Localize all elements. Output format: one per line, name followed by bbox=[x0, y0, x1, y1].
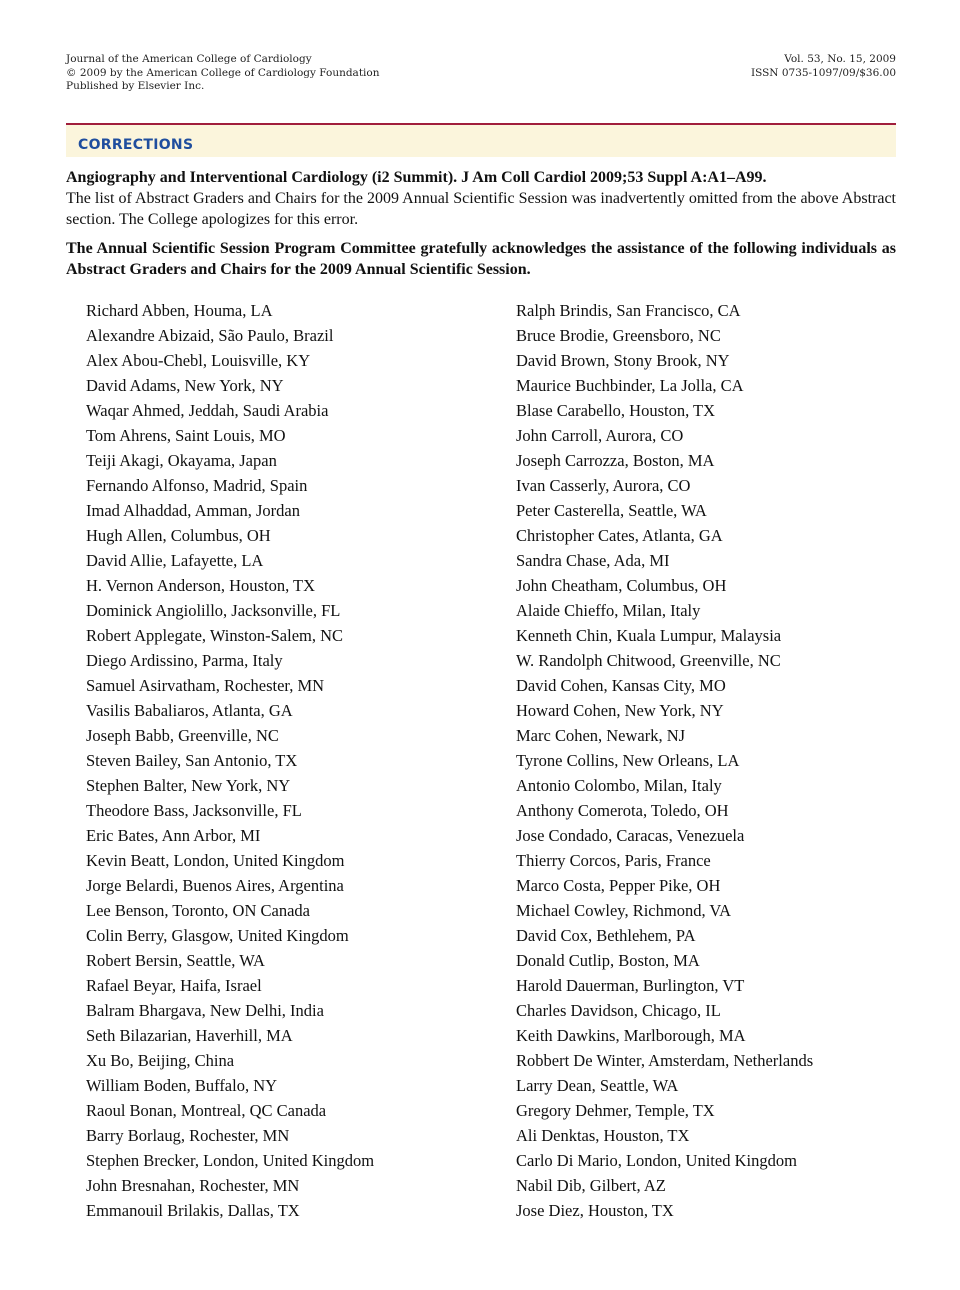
grader-entry: Lee Benson, Toronto, ON Canada bbox=[86, 901, 310, 920]
grader-entry: David Cox, Bethlehem, PA bbox=[516, 926, 696, 945]
issn-line: ISSN 0735-1097/09/$36.00 bbox=[750, 66, 896, 79]
grader-entry: Waqar Ahmed, Jeddah, Saudi Arabia bbox=[86, 401, 329, 420]
grader-entry: John Cheatham, Columbus, OH bbox=[516, 576, 727, 595]
grader-entry: Robert Applegate, Winston-Salem, NC bbox=[86, 626, 344, 645]
grader-entry: Seth Bilazarian, Haverhill, MA bbox=[86, 1026, 293, 1045]
grader-entry: Howard Cohen, New York, NY bbox=[516, 701, 724, 720]
grader-entry: Christopher Cates, Atlanta, GA bbox=[516, 526, 723, 545]
grader-entry: Ivan Casserly, Aurora, CO bbox=[516, 476, 691, 495]
grader-entry: Barry Borlaug, Rochester, MN bbox=[86, 1126, 290, 1145]
journal-name: Journal of the American College of Cardiology bbox=[66, 53, 312, 65]
grader-entry: Jose Diez, Houston, TX bbox=[516, 1201, 674, 1220]
grader-entry: Gregory Dehmer, Temple, TX bbox=[516, 1101, 715, 1120]
grader-entry: Harold Dauerman, Burlington, VT bbox=[516, 976, 745, 995]
grader-entry: Charles Davidson, Chicago, IL bbox=[516, 1001, 721, 1020]
grader-entry: Alexandre Abizaid, São Paulo, Brazil bbox=[86, 326, 334, 345]
grader-entry: Marco Costa, Pepper Pike, OH bbox=[516, 876, 721, 895]
grader-entry: John Bresnahan, Rochester, MN bbox=[86, 1176, 300, 1195]
grader-entry: Ralph Brindis, San Francisco, CA bbox=[516, 301, 741, 320]
grader-entry: Stephen Balter, New York, NY bbox=[86, 776, 291, 795]
grader-entry: Dominick Angiolillo, Jacksonville, FL bbox=[86, 601, 341, 620]
grader-entry: Alaide Chieffo, Milan, Italy bbox=[516, 601, 701, 620]
grader-entry: Vasilis Babaliaros, Atlanta, GA bbox=[86, 701, 293, 720]
journal-header bbox=[66, 53, 379, 94]
grader-entry: Hugh Allen, Columbus, OH bbox=[86, 526, 271, 545]
grader-entry: Maurice Buchbinder, La Jolla, CA bbox=[516, 376, 744, 395]
grader-entry: Fernando Alfonso, Madrid, Spain bbox=[86, 476, 308, 495]
section-title: CORRECTIONS bbox=[78, 137, 194, 153]
grader-entry: Richard Abben, Houma, LA bbox=[86, 301, 273, 320]
grader-entry: Antonio Colombo, Milan, Italy bbox=[516, 776, 722, 795]
grader-entry: Jorge Belardi, Buenos Aires, Argentina bbox=[86, 876, 344, 895]
grader-entry: Stephen Brecker, London, United Kingdom bbox=[86, 1151, 375, 1170]
grader-entry: Nabil Dib, Gilbert, AZ bbox=[516, 1176, 666, 1195]
grader-entry: Steven Bailey, San Antonio, TX bbox=[86, 751, 298, 770]
grader-entry: Tyrone Collins, New Orleans, LA bbox=[516, 751, 740, 770]
grader-entry: Blase Carabello, Houston, TX bbox=[516, 401, 716, 420]
grader-entry: David Cohen, Kansas City, MO bbox=[516, 676, 726, 695]
grader-entry: W. Randolph Chitwood, Greenville, NC bbox=[516, 651, 781, 670]
graders-list-right bbox=[516, 299, 813, 1224]
grader-entry: Theodore Bass, Jacksonville, FL bbox=[86, 801, 302, 820]
grader-entry: Anthony Comerota, Toledo, OH bbox=[516, 801, 729, 820]
grader-entry: Rafael Beyar, Haifa, Israel bbox=[86, 976, 262, 995]
grader-entry: Carlo Di Mario, London, United Kingdom bbox=[516, 1151, 797, 1170]
grader-entry: David Allie, Lafayette, LA bbox=[86, 551, 264, 570]
grader-entry: Peter Casterella, Seattle, WA bbox=[516, 501, 707, 520]
grader-entry: Kevin Beatt, London, United Kingdom bbox=[86, 851, 345, 870]
grader-entry: Raoul Bonan, Montreal, QC Canada bbox=[86, 1101, 327, 1120]
volume-line: Vol. 53, No. 15, 2009 bbox=[784, 53, 896, 65]
copyright-line: © 2009 by the American College of Cardiology Foundation bbox=[66, 66, 380, 79]
grader-entry: William Boden, Buffalo, NY bbox=[86, 1076, 278, 1095]
grader-entry: Alex Abou-Chebl, Louisville, KY bbox=[86, 351, 311, 370]
grader-entry: Jose Condado, Caracas, Venezuela bbox=[516, 826, 745, 845]
grader-entry: Kenneth Chin, Kuala Lumpur, Malaysia bbox=[516, 626, 782, 645]
correction-notice: The list of Abstract Graders and Chairs for the 2009 Annual Scientific Session was inadvertently omitted from the above Abstract section. The College apologizes for this error. bbox=[66, 190, 896, 228]
grader-entry: Balram Bhargava, New Delhi, India bbox=[86, 1001, 324, 1020]
issue-info bbox=[751, 53, 896, 80]
grader-entry: Robbert De Winter, Amsterdam, Netherlands bbox=[516, 1051, 814, 1070]
grader-entry: Thierry Corcos, Paris, France bbox=[516, 851, 711, 870]
grader-entry: Joseph Carrozza, Boston, MA bbox=[516, 451, 715, 470]
grader-entry: Marc Cohen, Newark, NJ bbox=[516, 726, 686, 745]
grader-entry: Ali Denktas, Houston, TX bbox=[516, 1126, 690, 1145]
grader-entry: David Brown, Stony Brook, NY bbox=[516, 351, 730, 370]
grader-entry: Imad Alhaddad, Amman, Jordan bbox=[86, 501, 301, 520]
grader-entry: Xu Bo, Beijing, China bbox=[86, 1051, 235, 1070]
grader-entry: Teiji Akagi, Okayama, Japan bbox=[86, 451, 277, 470]
grader-entry: Larry Dean, Seattle, WA bbox=[516, 1076, 679, 1095]
grader-entry: Sandra Chase, Ada, MI bbox=[516, 551, 670, 570]
grader-entry: Colin Berry, Glasgow, United Kingdom bbox=[86, 926, 349, 945]
grader-entry: Robert Bersin, Seattle, WA bbox=[86, 951, 265, 970]
publisher-line: Published by Elsevier Inc. bbox=[66, 80, 205, 92]
grader-entry: David Adams, New York, NY bbox=[86, 376, 284, 395]
grader-entry: Emmanouil Brilakis, Dallas, TX bbox=[86, 1201, 300, 1220]
graders-list-left bbox=[86, 299, 374, 1224]
acknowledgment-paragraph: The Annual Scientific Session Program Committee gratefully acknowledges the assistance of the following individuals as Abstract Graders and Chairs for the 2009 Annual Scientific Session. bbox=[66, 240, 896, 278]
grader-entry: Tom Ahrens, Saint Louis, MO bbox=[86, 426, 286, 445]
grader-entry: Diego Ardissino, Parma, Italy bbox=[86, 651, 283, 670]
grader-entry: Keith Dawkins, Marlborough, MA bbox=[516, 1026, 746, 1045]
correction-citation: Angiography and Interventional Cardiology (i2 Summit). J Am Coll Cardiol 2009;53 Suppl A:A1–A99. bbox=[66, 169, 767, 186]
grader-entry: Bruce Brodie, Greensboro, NC bbox=[516, 326, 721, 345]
grader-entry: Michael Cowley, Richmond, VA bbox=[516, 901, 732, 920]
grader-entry: Eric Bates, Ann Arbor, MI bbox=[86, 826, 261, 845]
grader-entry: Samuel Asirvatham, Rochester, MN bbox=[86, 676, 325, 695]
grader-entry: Joseph Babb, Greenville, NC bbox=[86, 726, 279, 745]
grader-entry: H. Vernon Anderson, Houston, TX bbox=[86, 576, 316, 595]
grader-entry: Donald Cutlip, Boston, MA bbox=[516, 951, 700, 970]
grader-entry: John Carroll, Aurora, CO bbox=[516, 426, 684, 445]
